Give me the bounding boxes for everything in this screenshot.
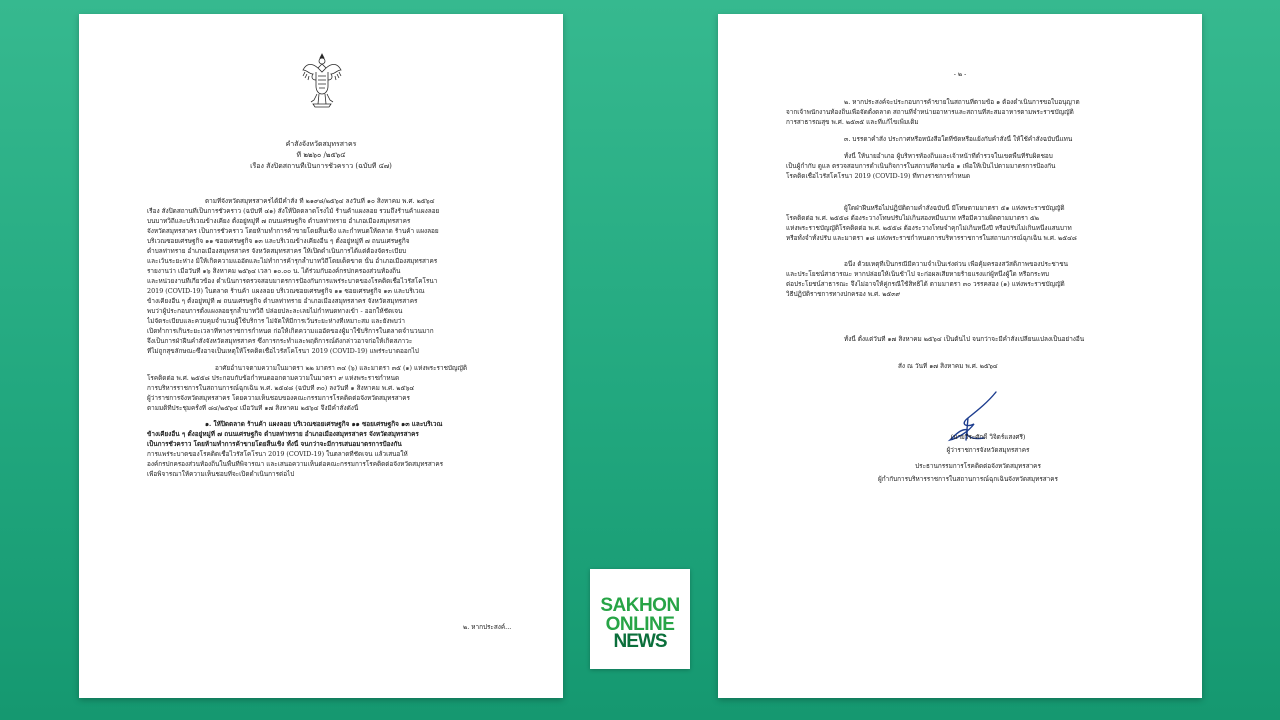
brand-line-2: ONLINE <box>605 614 675 635</box>
clause-1-line: ๑. ให้ปิดตลาด ร้านค้า แผงลอย บริเวณซอยเศรษฐกิจ ๑๑ ซอยเศรษฐกิจ ๑๓ และบริเวณ <box>205 420 443 428</box>
body-line: พบว่าผู้ประกอบการตั้งแผงลอยรุกล้ำบาทวิถี ปล่อยปละละเลยไม่กำหนดทางเข้า - ออกให้ชัดเจน <box>147 307 403 315</box>
body-line: 2019 (COVID-19) ในตลาด ร้านค้า แผงลอย บริเวณซอยเศรษฐกิจ ๑๑ ซอยเศรษฐกิจ ๑๓ และบริเวณ <box>147 287 425 295</box>
body-line: องค์กรปกครองส่วนท้องถิ่นในพื้นที่พิจารณา และเสนอความเห็นต่อคณะกรรมการโรคติดต่อจังหวัดสมุทรสาคร <box>147 460 444 468</box>
brand-line-3: NEWS <box>613 631 667 652</box>
body-line: จึงเป็นการฝ่าฝืนคำสั่งจังหวัดสมุทรสาคร ซึ่งการกระทำและพฤติการณ์ดังกล่าวอาจก่อให้เกิดสภาวะ <box>147 337 413 345</box>
garuda-emblem-icon <box>301 52 343 108</box>
body-line: ๓. บรรดาคำสั่ง ประกาศหรือหนังสือใดที่ขัดหรือแย้งกับคำสั่งนี้ ให้ใช้คำสั่งฉบับนี้แทน <box>844 135 1073 143</box>
body-line: บนบาทวิถีและบริเวณข้างเคียง ตั้งอยู่หมู่ที่ ๗ ถนนเศรษฐกิจ ตำบลท่าทราย อำเภอเมืองสมุทรสาคร <box>147 217 411 225</box>
body-line: ทั้งนี้ ตั้งแต่วันที่ ๑๗ สิงหาคม ๒๕๖๔ เป็นต้นไป จนกว่าจะมีคำสั่งเปลี่ยนแปลงเป็นอย่างอื่น <box>844 335 1085 343</box>
signatory-name: (นายวีระศักดิ์ วิจิตร์แสงศรี) <box>950 433 1026 441</box>
order-number: ที่ ๒๒๖๐ /๒๕๖๔ <box>296 151 346 159</box>
body-line: บริเวณซอยเศรษฐกิจ ๑๑ ซอยเศรษฐกิจ ๑๓ และบริเวณข้างเคียงอื่น ๆ ตั้งอยู่หมู่ที่ ๗ ถนนเศรษฐกิจ <box>147 237 410 245</box>
sakhon-online-news-logo <box>590 569 690 669</box>
body-line: วิธีปฏิบัติราชการทางปกครอง พ.ศ. ๒๕๓๙ <box>786 290 901 298</box>
body-line: ต่อประโยชน์สาธารณะ จึงไม่อาจให้คู่กรณีใช้สิทธิได้ ตามมาตรา ๓๐ วรรคสอง (๑) แห่งพระราชบัญญัติ <box>786 280 1065 288</box>
signatory-title: ผู้กำกับการบริหารราชการในสถานการณ์ฉุกเฉินจังหวัดสมุทรสาคร <box>878 475 1058 483</box>
body-line: การแพร่ระบาดของโรคติดเชื้อไวรัสโคโรนา 2019 (COVID-19) ในตลาดที่ชัดเจน แล้วเสนอให้ <box>147 450 408 458</box>
body-line: และเว้นระยะห่าง มิให้เกิดความแออัดและไม่ทำการค้ารุกล้ำบาทวิถีโดยเด็ดขาด นั้น อำเภอเมืองสมุทรสาคร <box>147 257 438 265</box>
brand-line-1: SAKHON <box>600 595 680 616</box>
document-page-2 <box>718 14 1202 698</box>
body-line: และประโยชน์สาธารณะ หากปล่อยให้เนิ่นช้าไป จะก่อผลเสียหายร้ายแรงแก่ผู้หนึ่งผู้ใด หรือกระทบ <box>786 270 1050 278</box>
body-line: จังหวัดสมุทรสาคร เป็นการชั่วคราว โดยห้ามทำการค้าขายโดยสิ้นเชิง และกำหนดให้ตลาด ร้านค้า แผงลอย <box>147 227 439 235</box>
clause-1-line: ข้างเคียงอื่น ๆ ตั้งอยู่หมู่ที่ ๗ ถนนเศรษฐกิจ ตำบลท่าทราย อำเภอเมืองสมุทรสาคร จังหวัดสมุทรสาคร <box>147 430 419 438</box>
order-org: คำสั่งจังหวัดสมุทรสาคร <box>285 140 357 148</box>
body-line: การสาธารณสุข พ.ศ. ๒๕๓๕ และที่แก้ไขเพิ่มเติม <box>786 118 919 126</box>
body-line: รายงานว่า เมื่อวันที่ ๑๖ สิงหาคม ๒๕๖๔ เวลา ๑๐.๐๐ น. ได้ร่วมกับองค์กรปกครองส่วนท้องถิ่น <box>147 267 401 275</box>
body-line: เรื่อง สั่งปิดสถานที่เป็นการชั่วคราว (ฉบับที่ ๔๑) สั่งให้ปิดตลาดโรงไม้ ร้านค้าแผงลอย รวมถึงร้านค้าแผงลอย <box>147 207 440 215</box>
clause-1-line: เป็นการชั่วคราว โดยห้ามทำการค้าขายโดยสิ้นเชิง ทั้งนี้ จนกว่าจะมีการเสนอมาตรการป้องกัน <box>147 440 402 448</box>
body-line: ข้างเคียงอื่น ๆ ตั้งอยู่หมู่ที่ ๗ ถนนเศรษฐกิจ ตำบลท่าทราย อำเภอเมืองสมุทรสาคร จังหวัดสมุทรสาคร <box>147 297 418 305</box>
body-line: โรคติดต่อ พ.ศ. ๒๕๕๘ ประกอบกับข้อกำหนดออกตามความในมาตรา ๙ แห่งพระราชกำหนด <box>147 374 400 382</box>
body-line: ตำบลท่าทราย อำเภอเมืองสมุทรสาคร จังหวัดสมุทรสาคร ให้เปิดดำเนินการได้แต่ต้องจัดระเบียบ <box>147 247 407 255</box>
body-line: โรคติดเชื้อไวรัสโคโรนา 2019 (COVID-19) ที่ทางราชการกำหนด <box>786 172 971 180</box>
body-line: ตามมติที่ประชุมครั้งที่ ๘๔/๒๕๖๔ เมื่อวันที่ ๑๗ สิงหาคม ๒๕๖๔ จึงมีคำสั่งดังนี้ <box>147 404 359 412</box>
body-line: แห่งพระราชบัญญัติโรคติดต่อ พ.ศ. ๒๕๕๘ ต้องระวางโทษจำคุกไม่เกินหนึ่งปี หรือปรับไม่เกินหนึ่งแสนบาท <box>786 224 1072 232</box>
body-line: โรคติดต่อ พ.ศ. ๒๕๕๘ ต้องระวางโทษปรับไม่เกินสองหมื่นบาท หรือมีความผิดตามมาตรา ๕๒ <box>786 214 1039 222</box>
body-line: อาศัยอำนาจตามความในมาตรา ๒๒ มาตรา ๓๔ (๖) และมาตรา ๓๕ (๑) แห่งพระราชบัญญัติ <box>215 364 468 372</box>
page-number: - ๒ - <box>953 70 967 78</box>
body-line: ๒. หากประสงค์จะประกอบการค้าขายในสถานที่ตามข้อ ๑ ต้องดำเนินการขอใบอนุญาต <box>844 98 1080 106</box>
body-line: อนึ่ง ด้วยเหตุที่เป็นกรณีมีความจำเป็นเร่งด่วน เพื่อคุ้มครองสวัสดิภาพของประชาชน <box>844 260 1068 268</box>
body-line: ไม่จัดระเบียบและควบคุมจำนวนผู้ใช้บริการ ไม่จัดให้มีการเว้นระยะห่างที่เหมาะสม และยังพบว่า <box>147 317 406 325</box>
body-line: เป็นผู้กำกับ ดูแล ตรวจสอบการดำเนินกิจการในสถานที่ตามข้อ ๑ เพื่อให้เป็นไปตามมาตรการป้องกัน <box>786 162 1056 170</box>
signatory-title: ประธานกรรมการโรคติดต่อจังหวัดสมุทรสาคร <box>915 462 1041 470</box>
body-line: เปิดทำการเกินระยะเวลาที่ทางราชการกำหนด ก่อให้เกิดความแออัดของผู้มาใช้บริการในตลาดจำนวนมาก <box>147 327 434 335</box>
signatory-title: ผู้ว่าราชการจังหวัดสมุทรสาคร <box>946 446 1030 454</box>
body-line: ที่ไม่ถูกสุขลักษณะซึ่งอาจเป็นเหตุให้โรคติดเชื้อไวรัสโคโรนา 2019 (COVID-19) แพร่ระบาดออกไป <box>147 347 419 355</box>
body-line: ทั้งนี้ ให้นายอำเภอ ผู้บริหารท้องถิ่นและเจ้าหน้าที่ตำรวจในเขตพื้นที่รับผิดชอบ <box>844 152 1053 160</box>
body-line: ผู้ว่าราชการจังหวัดสมุทรสาคร โดยความเห็นชอบของคณะกรรมการโรคติดต่อจังหวัดสมุทรสาคร <box>147 394 410 402</box>
body-line: เพื่อพิจารณาให้ความเห็นชอบที่จะเปิดดำเนินการต่อไป <box>147 470 295 478</box>
body-line: และหน่วยงานที่เกี่ยวข้อง ดำเนินการตรวจสอบมาตรการป้องกันการแพร่ระบาดของโรคติดเชื้อไวรัสโคโรนา <box>147 277 438 285</box>
body-line: ผู้ใดฝ่าฝืนหรือไม่ปฏิบัติตามคำสั่งฉบับนี้ มีโทษตามมาตรา ๕๑ แห่งพระราชบัญญัติ <box>844 204 1065 212</box>
continued-note: ๒. หากประสงค์... <box>463 623 512 631</box>
body-line: หรือทั้งจำทั้งปรับ และมาตรา ๑๘ แห่งพระราชกำหนดการบริหารราชการในสถานการณ์ฉุกเฉิน พ.ศ. ๒๕๔๘ <box>786 234 1077 242</box>
order-subject: เรื่อง สั่งปิดสถานที่เป็นการชั่วคราว (ฉบับที่ ๔๗) <box>250 162 392 170</box>
document-page-1 <box>79 14 563 698</box>
signed-date: สั่ง ณ วันที่ ๑๗ สิงหาคม พ.ศ. ๒๕๖๔ <box>898 362 998 370</box>
body-line: การบริหารราชการในสถานการณ์ฉุกเฉิน พ.ศ. ๒๕๔๘ (ฉบับที่ ๓๐) ลงวันที่ ๑ สิงหาคม พ.ศ. ๒๕๖๔ <box>147 384 415 392</box>
body-line: จากเจ้าพนักงานท้องถิ่นเพื่อจัดตั้งตลาด สถานที่จำหน่ายอาหารและสถานที่สะสมอาหารตามพระราชบัญญัติ <box>786 108 1074 116</box>
body-line: ตามที่จังหวัดสมุทรสาครได้มีคำสั่ง ที่ ๒๑๙๘/๒๕๖๔ ลงวันที่ ๑๐ สิงหาคม พ.ศ. ๒๕๖๔ <box>205 197 435 205</box>
